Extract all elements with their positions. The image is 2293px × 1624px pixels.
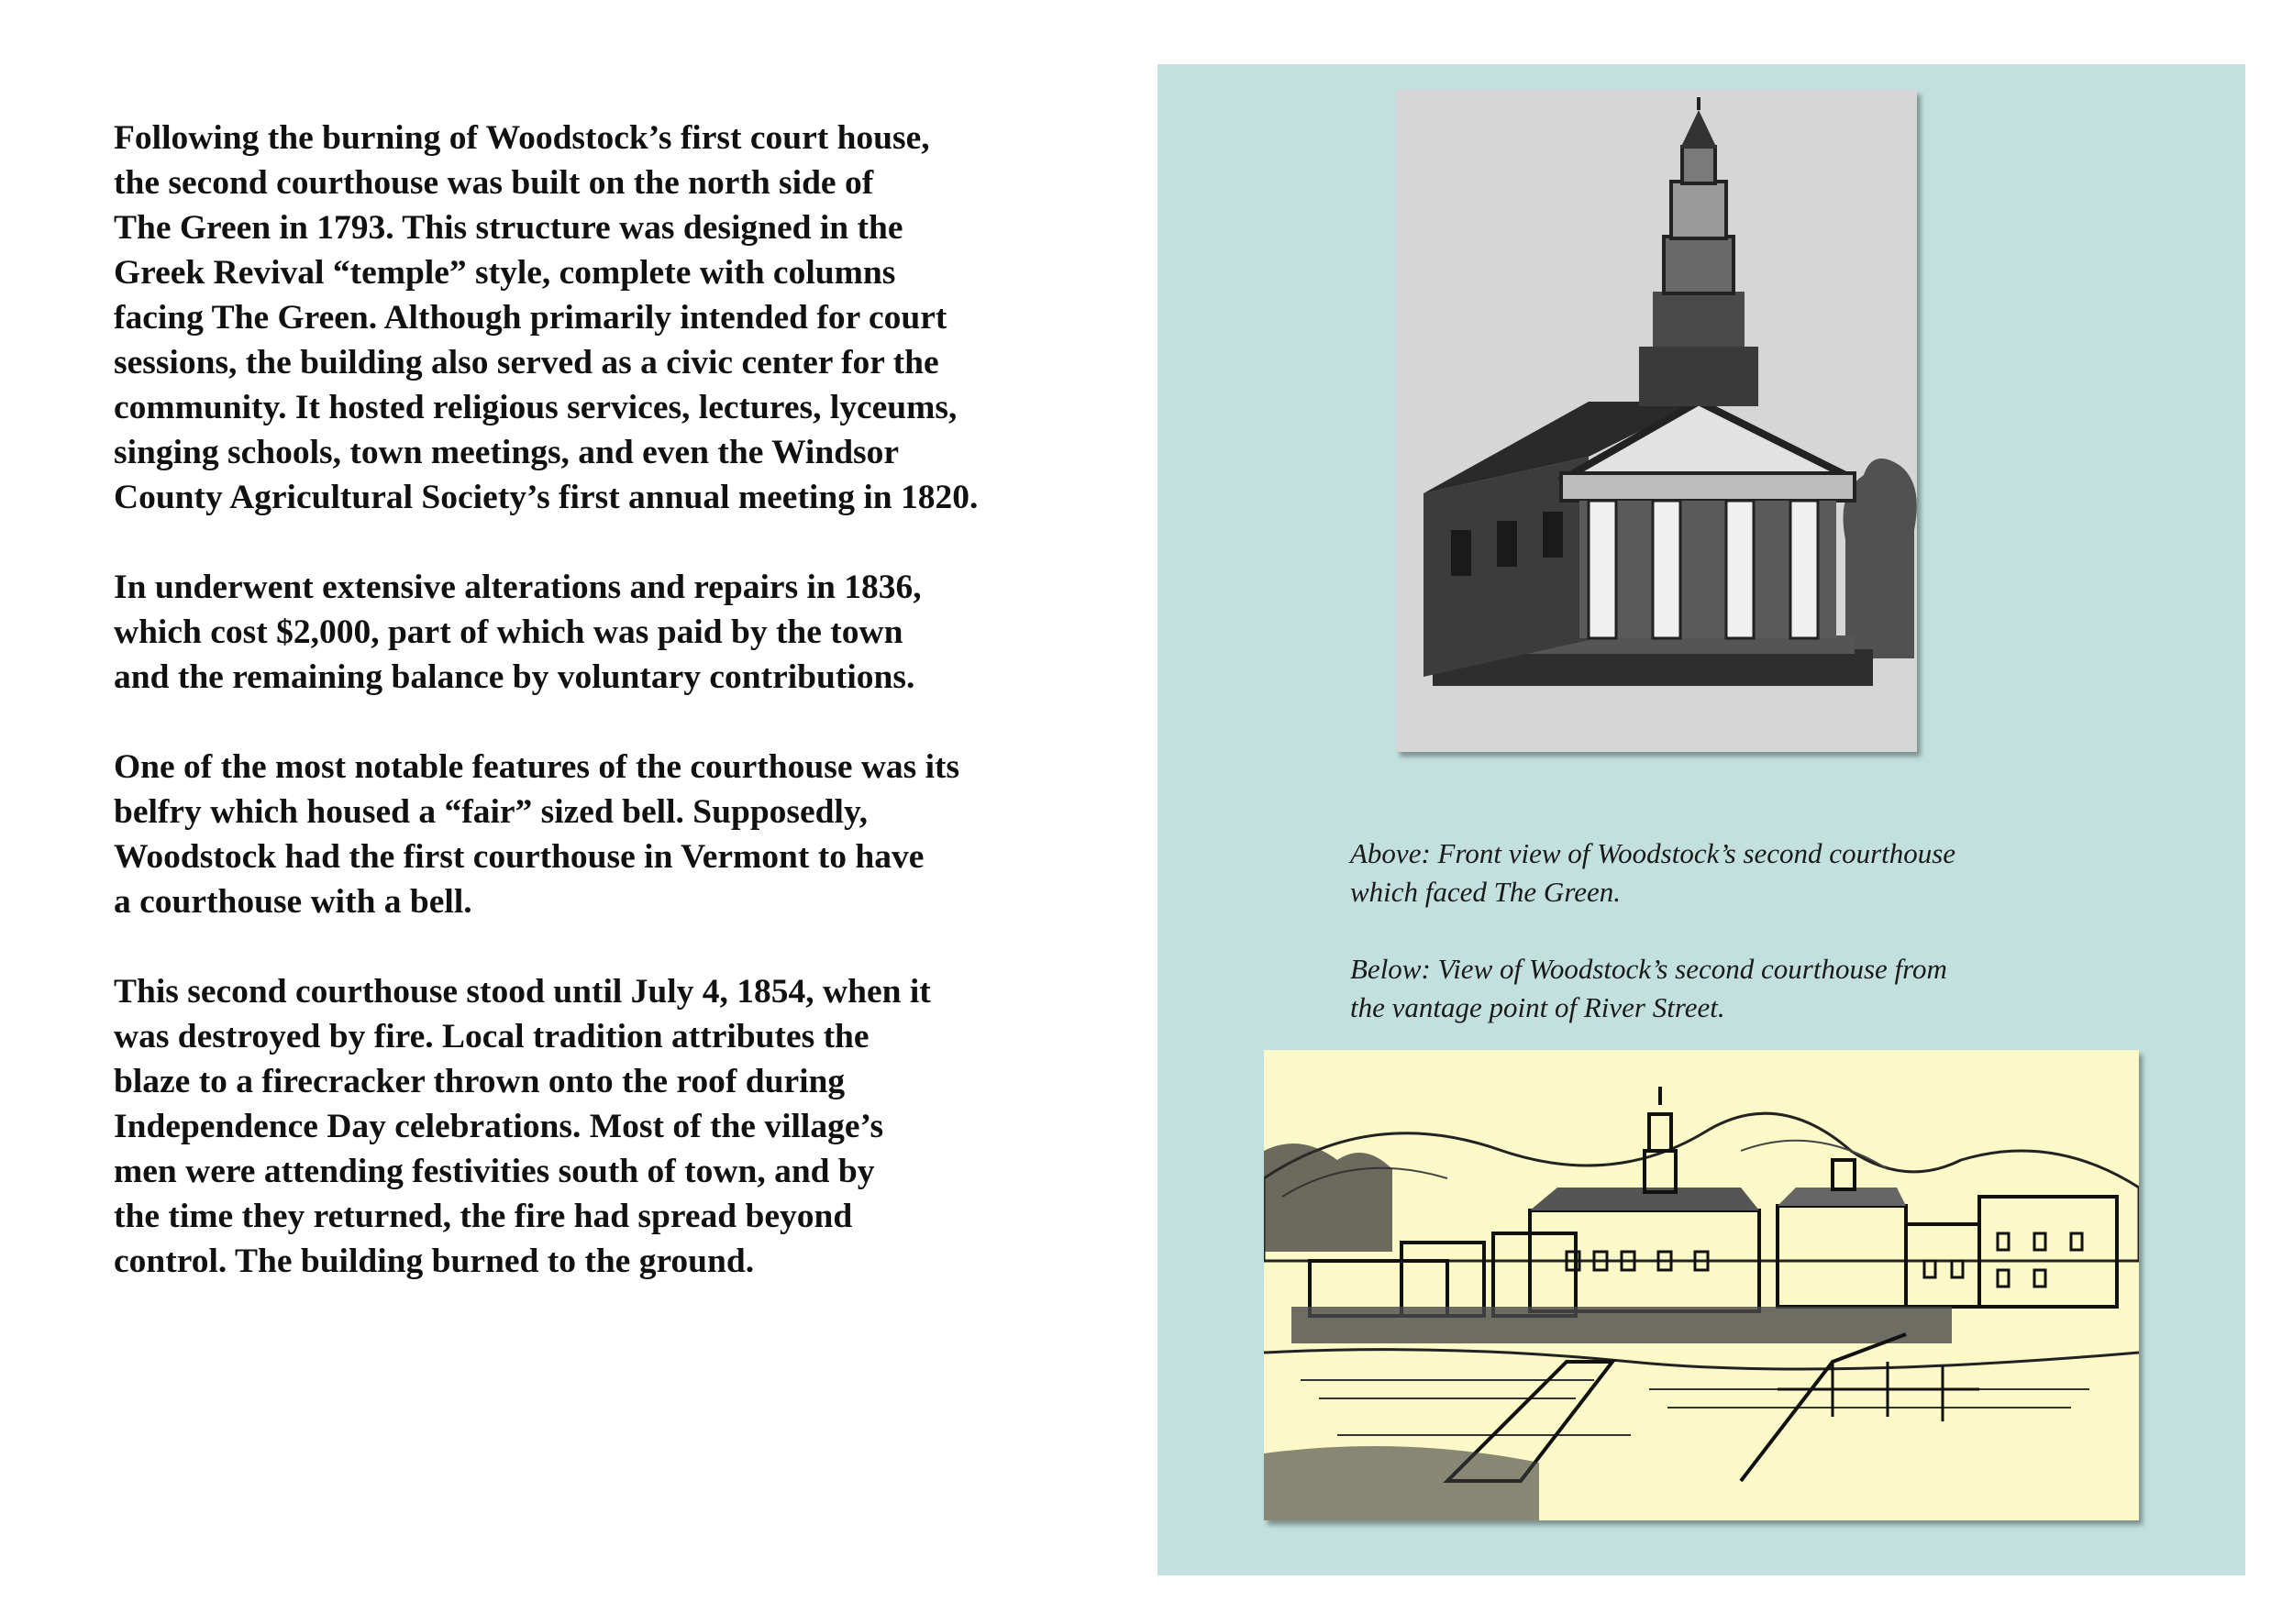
text-line: In underwent extensive alterations and repairs in 1836, [114,569,922,606]
image-captions [1350,834,2176,1066]
text-line: which cost $2,000, part of which was paid by the town [114,613,903,651]
text-line: blaze to a firecracker thrown onto the roof during [114,1063,846,1100]
text-line: singing schools, town meetings, and even the Windsor [114,434,900,471]
text-line: the time they returned, the fire had spread beyond [114,1198,853,1235]
text-line: Woodstock had the first courthouse in Vermont to have [114,838,925,876]
text-line: Independence Day celebrations. Most of the village’s [114,1108,884,1145]
river-street-engraving [1264,1050,2139,1520]
caption-line: the vantage point of River Street. [1350,991,1725,1023]
text-line: The Green in 1793. This structure was designed in the [114,209,903,247]
caption-line: Below: View of Woodstock’s second courthouse from [1350,953,1947,985]
text-line: community. It hosted religious services, lectures, lyceums, [114,389,958,426]
paragraph-fire [114,969,1123,1284]
text-line: the second courthouse was built on the north side of [114,164,874,202]
text-line: men were attending festivities south of town, and by [114,1153,875,1190]
courthouse-front-drawing [1396,90,1917,752]
caption-above [1350,834,2176,911]
paragraph-history [114,116,1123,520]
paragraph-alterations [114,565,1123,700]
text-line: control. The building burned to the ground. [114,1243,755,1280]
caption-below [1350,950,2176,1027]
text-line: and the remaining balance by voluntary contributions. [114,658,915,696]
text-line: was destroyed by fire. Local tradition attributes the [114,1018,870,1055]
caption-line: Above: Front view of Woodstock’s second courthouse [1350,837,1956,869]
text-line: County Agricultural Society’s first annual meeting in 1820. [114,479,979,516]
paragraph-belfry [114,745,1123,924]
text-line: This second courthouse stood until July 4, 1854, when it [114,973,931,1011]
article-body [114,116,1123,1329]
text-line: sessions, the building also served as a civic center for the [114,344,939,381]
text-line: Following the burning of Woodstock’s first court house, [114,119,930,157]
courthouse-front-photo [1396,90,1917,752]
text-line: a courthouse with a bell. [114,883,472,921]
river-street-drawing [1264,1050,2139,1520]
caption-line: which faced The Green. [1350,876,1621,908]
text-line: facing The Green. Although primarily intended for court [114,299,947,337]
text-line: belfry which housed a “fair” sized bell. Supposedly, [114,793,868,831]
text-line: Greek Revival “temple” style, complete with columns [114,254,896,292]
text-line: One of the most notable features of the courthouse was its [114,748,960,786]
